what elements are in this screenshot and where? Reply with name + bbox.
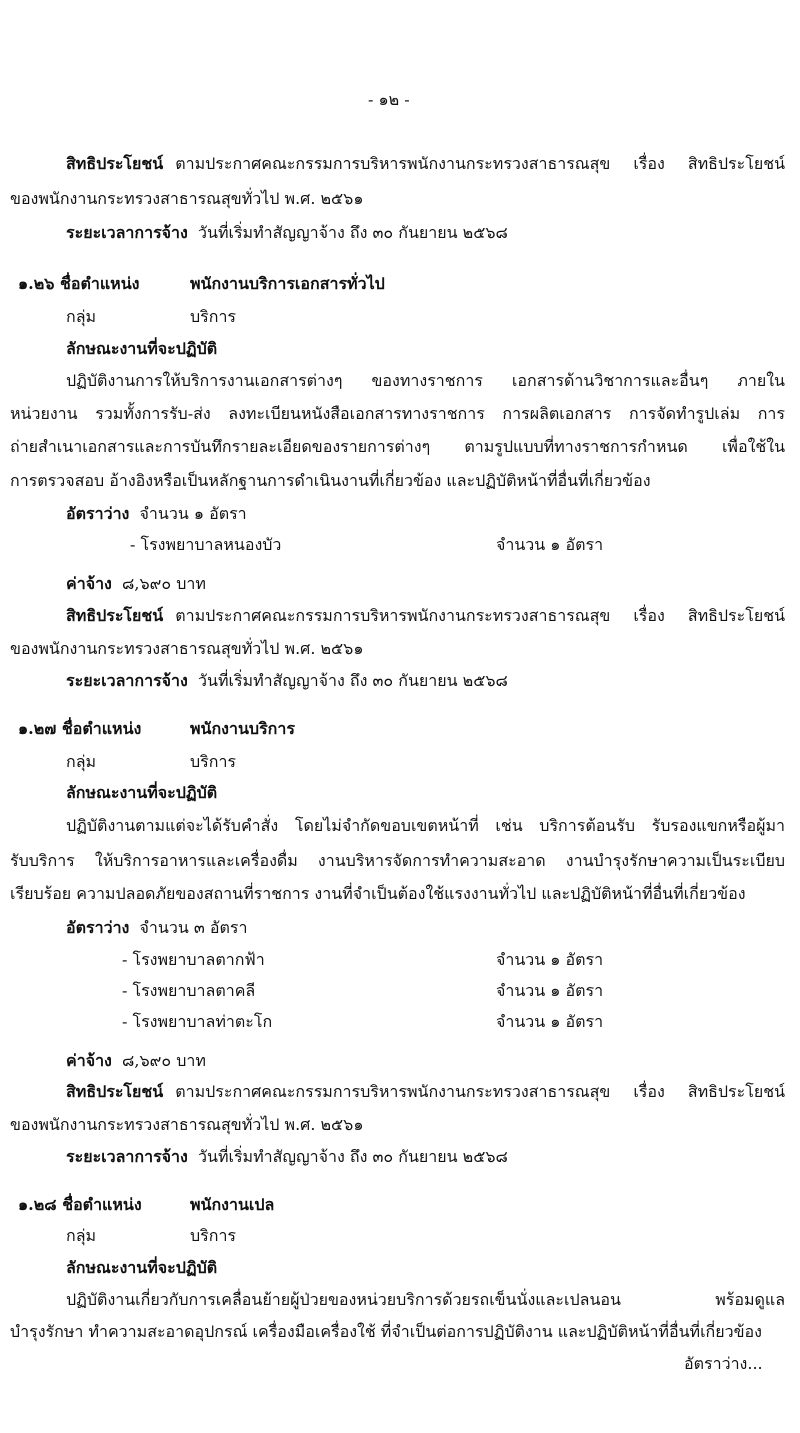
period-label: ระยะเวลาการจ้าง xyxy=(66,223,188,242)
position-name: พนักงานบริการ xyxy=(190,719,295,738)
position-label: ชื่อตำแหน่ง xyxy=(62,1195,142,1214)
benefit-line-top xyxy=(66,152,785,177)
hospital-count: จำนวน ๑ อัตรา xyxy=(496,535,604,554)
duties-label: ลักษณะงานที่จะปฏิบัติ xyxy=(66,783,218,802)
position-label: ชื่อตำแหน่ง xyxy=(60,274,140,293)
duties-line-2: รับบริการ ให้บริการอาหารและเครื่องดื่ม งานบริหารจัดการทำความสะอาด งานบำรุงรักษาความเป็นระเบียบ xyxy=(10,851,785,870)
wage-line xyxy=(66,1049,206,1074)
duties-line-2: หน่วยงาน รวมทั้งการรับ-ส่ง ลงทะเบียนหนังสือเอกสารทางราชการ การผลิตเอกสาร การจัดทำรูปเล่ม การ xyxy=(10,404,785,423)
period-label: ระยะเวลาการจ้าง xyxy=(66,1147,188,1166)
duties-line-3: ถ่ายสำเนาเอกสารและการบันทึกรายละเอียดของรายการต่างๆ ตามรูปแบบที่ทางราชการกำหนด เพื่อใช้ใน xyxy=(10,437,785,456)
wage-label: ค่าจ้าง xyxy=(66,574,112,593)
period-text: วันที่เริ่มทำสัญญาจ้าง ถึง ๓๐ กันยายน ๒๕๖๘ xyxy=(198,671,508,690)
group-value: บริการ xyxy=(190,1226,237,1245)
benefit-text: ตามประกาศคณะกรรมการบริหารพนักงานกระทรวงสาธารณสุข เรื่อง สิทธิประโยชน์ xyxy=(175,606,785,625)
benefit-text: ตามประกาศคณะกรรมการบริหารพนักงานกระทรวงสาธารณสุข เรื่อง สิทธิประโยชน์ xyxy=(175,1082,785,1101)
hospital-count: จำนวน ๑ อัตรา xyxy=(496,1012,604,1031)
vacancy-label: อัตราว่าง xyxy=(66,504,130,523)
benefit-line-2: ของพนักงานกระทรวงสาธารณสุขทั่วไป พ.ศ. ๒๕๖๑ xyxy=(10,1115,364,1134)
section-number: ๑.๒๖ xyxy=(18,274,55,293)
position-name: พนักงานบริการเอกสารทั่วไป xyxy=(190,274,385,293)
benefit-line-2: ของพนักงานกระทรวงสาธารณสุขทั่วไป พ.ศ. ๒๕๖๑ xyxy=(10,639,364,658)
duties-line-1: ปฏิบัติงานการให้บริการงานเอกสารต่างๆ ของทางราชการ เอกสารด้านวิชาการและอื่นๆ ภายใน xyxy=(66,371,785,390)
duties-label: ลักษณะงานที่จะปฏิบัติ xyxy=(66,339,218,358)
vacancy-total: จำนวน ๓ อัตรา xyxy=(139,918,248,937)
wage-label: ค่าจ้าง xyxy=(66,1051,112,1070)
vacancy-line xyxy=(66,502,247,527)
period-line xyxy=(66,1145,508,1170)
hospital-name: - โรงพยาบาลท่าตะโก xyxy=(122,1012,273,1031)
continuation-text: อัตราว่าง... xyxy=(684,1354,763,1373)
benefit-label: สิทธิประโยชน์ xyxy=(66,606,164,625)
duties-line-1: ปฏิบัติงานเกี่ยวกับการเคลื่อนย้ายผู้ป่วยของหน่วยบริการด้วยรถเข็นนั่งและเปลนอน พร้อมดูแล xyxy=(66,1290,785,1309)
section-number: ๑.๒๗ xyxy=(18,719,57,738)
position-label: ชื่อตำแหน่ง xyxy=(61,719,142,738)
period-text: วันที่เริ่มทำสัญญาจ้าง ถึง ๓๐ กันยายน ๒๕๖๘ xyxy=(198,223,508,242)
section-heading-128 xyxy=(18,1193,142,1218)
section-heading-127 xyxy=(18,717,141,742)
wage-value: ๘,๖๙๐ บาท xyxy=(122,574,206,593)
vacancy-label: อัตราว่าง xyxy=(66,918,130,937)
page-number: - ๑๒ - xyxy=(368,90,410,109)
benefit-line-top-2: ของพนักงานกระทรวงสาธารณสุขทั่วไป พ.ศ. ๒๕๖๑ xyxy=(10,189,364,208)
vacancy-total: จำนวน ๑ อัตรา xyxy=(139,504,247,523)
group-label: กลุ่ม xyxy=(66,1226,97,1245)
period-label: ระยะเวลาการจ้าง xyxy=(66,671,188,690)
group-value: บริการ xyxy=(190,752,237,771)
benefit-label: สิทธิประโยชน์ xyxy=(66,154,164,173)
duties-line-2: บำรุงรักษา ทำความสะอาดอุปกรณ์ เครื่องมือเครื่องใช้ ที่จำเป็นต่อการปฏิบัติงาน และปฏิบัติหน้าที่อื่นที่เกี่ยวข้อง xyxy=(10,1322,762,1341)
period-line-top xyxy=(66,221,508,246)
wage-line xyxy=(66,572,206,597)
duties-line-3: เรียบร้อย ความปลอดภัยของสถานที่ราชการ งานที่จำเป็นต้องใช้แรงงานทั่วไป และปฏิบัติหน้าที่อื่นที่เกี่ยวข้อง xyxy=(10,884,746,903)
group-label: กลุ่ม xyxy=(66,307,97,326)
duties-label: ลักษณะงานที่จะปฏิบัติ xyxy=(66,1258,218,1277)
hospital-count: จำนวน ๑ อัตรา xyxy=(496,950,604,969)
section-heading-126 xyxy=(18,272,139,297)
group-value: บริการ xyxy=(190,307,237,326)
position-name: พนักงานเปล xyxy=(190,1195,275,1214)
benefit-label: สิทธิประโยชน์ xyxy=(66,1082,164,1101)
group-label: กลุ่ม xyxy=(66,752,97,771)
duties-line-4: การตรวจสอบ อ้างอิงหรือเป็นหลักฐานการดำเนินงานที่เกี่ยวข้อง และปฏิบัติหน้าที่อื่นที่เกี่ยวข้อง xyxy=(10,471,651,490)
section-number: ๑.๒๘ xyxy=(18,1195,57,1214)
benefit-line xyxy=(66,1080,785,1105)
benefit-line xyxy=(66,604,785,629)
hospital-name: - โรงพยาบาลตากฟ้า xyxy=(122,950,265,969)
hospital-name: - โรงพยาบาลตาคลี xyxy=(122,981,256,1000)
hospital-count: จำนวน ๑ อัตรา xyxy=(496,981,604,1000)
duties-line-1: ปฏิบัติงานตามแต่จะได้รับคำสั่ง โดยไม่จำกัดขอบเขตหน้าที่ เช่น บริการต้อนรับ รับรองแขกหรือผู้มา xyxy=(66,816,785,835)
vacancy-line xyxy=(66,916,247,941)
period-line xyxy=(66,669,508,694)
hospital-name: - โรงพยาบาลหนองบัว xyxy=(130,535,282,554)
benefit-text: ตามประกาศคณะกรรมการบริหารพนักงานกระทรวงสาธารณสุข เรื่อง สิทธิประโยชน์ xyxy=(175,154,785,173)
wage-value: ๘,๖๙๐ บาท xyxy=(122,1051,206,1070)
period-text: วันที่เริ่มทำสัญญาจ้าง ถึง ๓๐ กันยายน ๒๕๖๘ xyxy=(198,1147,508,1166)
